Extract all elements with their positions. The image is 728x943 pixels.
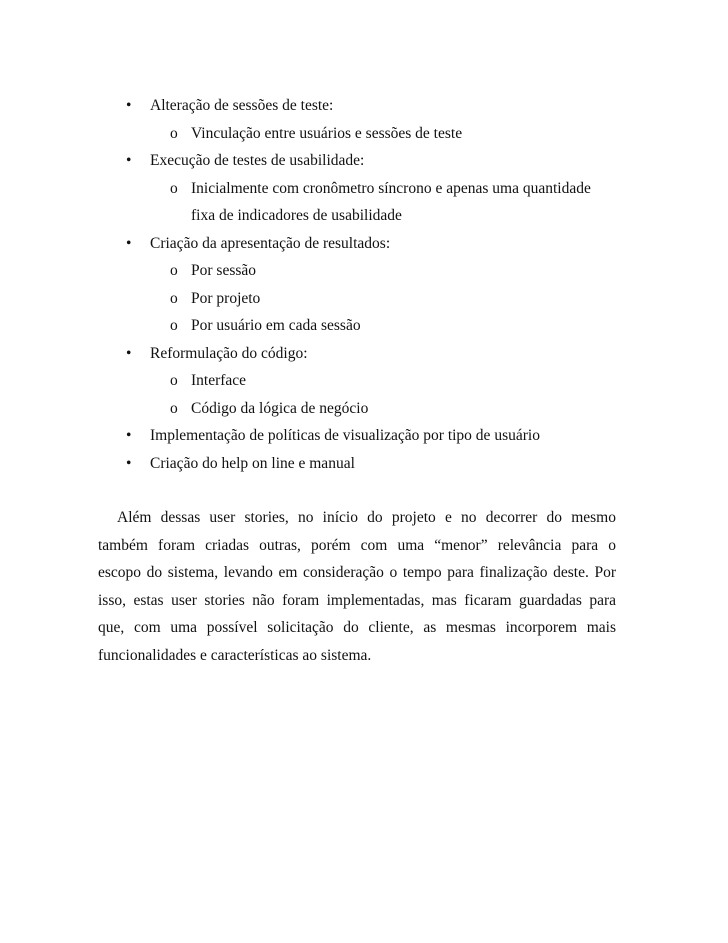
sub-list-item: Por sessão — [191, 262, 257, 279]
paragraph-line: Além dessas user stories, no início do projeto e no decorrer do mesmo — [117, 509, 616, 526]
bullet-icon: • — [126, 235, 132, 252]
list-item: Implementação de políticas de visualização por tipo de usuário — [150, 427, 540, 444]
sub-bullet-icon: o — [170, 262, 178, 279]
sub-bullet-icon: o — [170, 372, 178, 389]
list-item: Reformulação do código: — [150, 345, 308, 362]
list-item: Criação do help on line e manual — [150, 455, 355, 472]
sub-list-item: Inicialmente com cronômetro síncrono e apenas uma quantidade — [191, 180, 591, 197]
sub-list-item: Vinculação entre usuários e sessões de teste — [191, 125, 463, 142]
sub-bullet-icon: o — [170, 400, 178, 417]
sub-bullet-icon: o — [170, 317, 178, 334]
sub-list-item: Interface — [191, 372, 247, 389]
sub-list-item: Por usuário em cada sessão — [191, 317, 361, 334]
paragraph-line: que, com uma possível solicitação do cliente, as mesmas incorporem mais — [98, 619, 616, 636]
bullet-icon: • — [126, 345, 132, 362]
paragraph-line: isso, estas user stories não foram implementadas, mas ficaram guardadas para — [98, 592, 616, 609]
sub-list-item: Código da lógica de negócio — [191, 400, 369, 417]
list-item: Alteração de sessões de teste: — [150, 97, 334, 114]
bullet-icon: • — [126, 97, 132, 114]
bullet-icon: • — [126, 152, 132, 169]
bullet-icon: • — [126, 455, 132, 472]
sub-bullet-icon: o — [170, 125, 178, 142]
list-item: Criação da apresentação de resultados: — [150, 235, 391, 252]
sub-list-item: Por projeto — [191, 290, 261, 307]
paragraph-line: escopo do sistema, levando em consideração o tempo para finalização deste. Por — [98, 564, 616, 581]
bullet-icon: • — [126, 427, 132, 444]
sub-bullet-icon: o — [170, 290, 178, 307]
sub-list-item-continuation: fixa de indicadores de usabilidade — [191, 207, 402, 224]
sub-bullet-icon: o — [170, 180, 178, 197]
list-item: Execução de testes de usabilidade: — [150, 152, 365, 169]
paragraph-line: também foram criadas outras, porém com uma “menor” relevância para o — [98, 537, 616, 554]
paragraph-line: funcionalidades e características ao sistema. — [98, 647, 372, 664]
